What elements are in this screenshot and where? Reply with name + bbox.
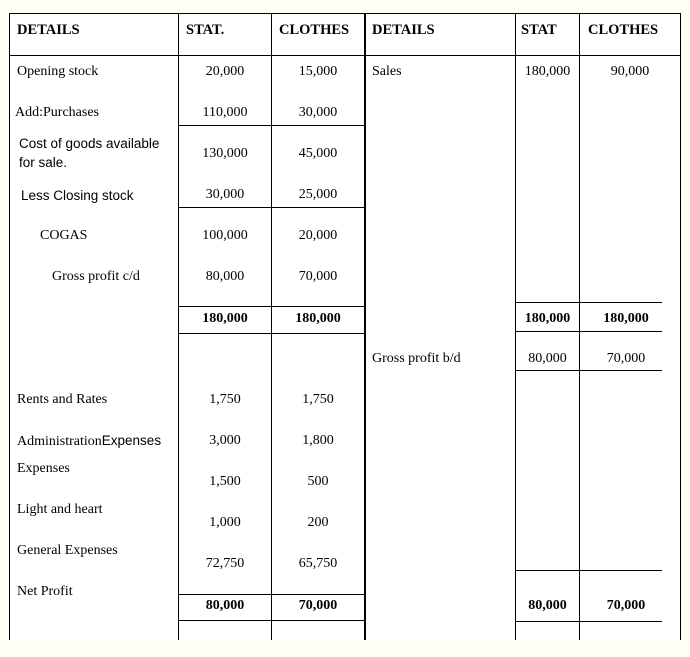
table-border-top: [9, 13, 681, 14]
total2-clothes-left: 70,000: [298, 598, 338, 613]
total2-stat-left: 80,000: [205, 598, 245, 613]
light-stat: 1,000: [209, 515, 241, 530]
total1-clothes-right: 180,000: [603, 311, 649, 326]
general-clothes: 65,750: [298, 556, 338, 571]
gross-profit-cd-stat: 80,000: [205, 269, 245, 284]
total1-clothes-left: 180,000: [295, 311, 341, 326]
total2-clothes-right: 70,000: [606, 598, 646, 613]
row-rule: [178, 125, 366, 126]
header-details-left: DETAILS: [17, 22, 80, 38]
header-stat-left: STAT.: [186, 22, 225, 38]
sales-stat: 180,000: [524, 64, 571, 79]
table-border-left: [9, 13, 10, 640]
total1-stat-left: 180,000: [202, 311, 248, 326]
cogas-clothes: 20,000: [298, 228, 338, 243]
admin-clothes: 1,800: [302, 433, 334, 448]
opening-stock-stat: 20,000: [205, 64, 245, 79]
row-rule: [178, 207, 366, 208]
total-rule: [515, 621, 662, 622]
purchases-clothes: 30,000: [298, 105, 338, 120]
header-clothes-left: CLOTHES: [279, 22, 350, 38]
total-rule: [515, 570, 662, 571]
light-clothes: 200: [307, 515, 329, 530]
opening-stock-clothes: 15,000: [298, 64, 338, 79]
rents-clothes: 1,750: [302, 392, 334, 407]
opening-stock-label: Opening stock: [17, 64, 99, 79]
total-rule: [515, 331, 662, 332]
admin-stat: 3,000: [209, 433, 241, 448]
gross-profit-cd-clothes: 70,000: [298, 269, 338, 284]
gross-profit-bd-label: Gross profit b/d: [372, 351, 461, 366]
sales-clothes: 90,000: [610, 64, 650, 79]
cogafs-stat: 130,000: [202, 146, 248, 161]
rents-label: Rents and Rates: [17, 392, 108, 407]
sales-label: Sales: [372, 64, 402, 79]
closing-stock-clothes: 25,000: [298, 187, 338, 202]
gross-profit-bd-clothes: 70,000: [606, 351, 646, 366]
row-rule: [515, 370, 662, 371]
header-clothes-right: CLOTHES: [588, 22, 659, 38]
total-rule: [178, 306, 366, 307]
purchases-stat: 110,000: [202, 105, 248, 120]
total2-stat-right: 80,000: [528, 598, 567, 613]
admin-label-a: Administration: [17, 434, 102, 449]
general-stat: 72,750: [205, 556, 245, 571]
cogafs-label-line2: for sale.: [19, 155, 68, 170]
table-border-right: [680, 13, 681, 640]
general-label: General Expenses: [17, 543, 118, 558]
admin-label: [17, 433, 161, 450]
closing-stock-label: Less Closing stock: [21, 188, 134, 203]
closing-stock-stat: 30,000: [205, 187, 245, 202]
cogafs-clothes: 45,000: [298, 146, 338, 161]
cogafs-label-line1: Cost of goods available: [19, 136, 160, 151]
cogas-label: COGAS: [40, 228, 88, 243]
purchases-label: Add:Purchases: [15, 105, 99, 120]
trading-profit-loss-table: [9, 13, 681, 640]
admin-label-b: Expenses: [101, 433, 162, 448]
cogas-stat: 100,000: [202, 228, 248, 243]
total1-stat-right: 180,000: [524, 311, 571, 326]
total-rule: [178, 594, 366, 595]
total-rule: [515, 302, 662, 303]
header-rule: [9, 55, 681, 56]
gross-profit-bd-stat: 80,000: [528, 351, 567, 366]
net-profit-label: Net Profit: [17, 584, 73, 599]
gross-profit-cd-label: Gross profit c/d: [52, 269, 140, 284]
expenses-clothes: 500: [307, 474, 329, 489]
rents-stat: 1,750: [209, 392, 241, 407]
total-rule: [178, 333, 366, 334]
expenses-label: Expenses: [17, 461, 70, 476]
column-divider: [364, 13, 366, 640]
header-stat-right: STAT: [521, 22, 557, 38]
expenses-stat: 1,500: [209, 474, 241, 489]
total-rule: [178, 620, 366, 621]
light-label: Light and heart: [17, 502, 103, 517]
header-details-right: DETAILS: [372, 22, 435, 38]
